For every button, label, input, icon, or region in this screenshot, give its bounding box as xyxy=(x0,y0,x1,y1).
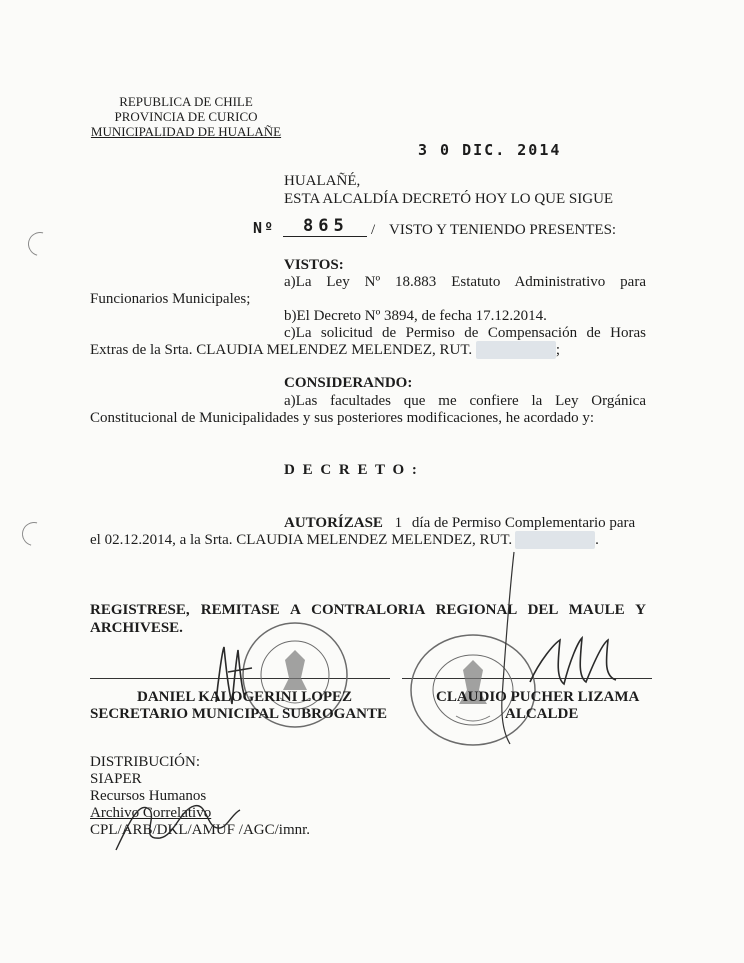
number-slash: / xyxy=(371,222,376,238)
considerando-heading: CONSIDERANDO: xyxy=(284,375,413,391)
intro-line: ESTA ALCALDÍA DECRETÓ HOY LO QUE SIGUE xyxy=(284,191,614,207)
autorizase-line1 xyxy=(284,514,646,532)
visto-text: VISTO Y TENIENDO PRESENTES: xyxy=(389,222,617,238)
registrese-line2: ARCHIVESE. xyxy=(90,620,183,636)
number-label: Nº xyxy=(253,219,276,237)
vistos-c-rut-redacted xyxy=(476,341,556,359)
vistos-a-line2: Funcionarios Municipales; xyxy=(90,291,251,307)
header-block xyxy=(88,94,284,139)
number-value: 865 xyxy=(303,216,349,236)
distribucion-item: CPL/ARB/DKL/AMUF /AGC/imnr. xyxy=(90,822,311,838)
autorizase-end: . xyxy=(595,532,599,548)
vistos-c-end: ; xyxy=(555,342,561,358)
signer-right-title: ALCALDE xyxy=(505,706,579,722)
vistos-a-line1: a)La Ley Nº 18.883 Estatuto Administrativo para xyxy=(284,274,646,290)
autorizase-line1-rest: día de Permiso Complementario para xyxy=(411,515,636,531)
header-republic: REPUBLICA DE CHILE xyxy=(119,94,253,109)
initials-scribble-icon xyxy=(110,780,250,860)
place: HUALAÑÉ, xyxy=(284,173,361,189)
signer-left-name: DANIEL KALOGERINI LOPEZ xyxy=(137,689,353,705)
autorizase-line2: el 02.12.2014, a la Srta. CLAUDIA MELENDEZ MELENDEZ, RUT. xyxy=(90,532,513,548)
distribucion-item: Archivo Correlativo xyxy=(90,805,212,821)
vistos-heading: VISTOS: xyxy=(284,257,344,273)
considerando-a-line2: Constitucional de Municipalidades y sus posteriores modificaciones, he acordado y: xyxy=(90,410,595,426)
distribucion-heading: DISTRIBUCIÓN: xyxy=(90,754,201,770)
distribucion-item: SIAPER xyxy=(90,771,142,787)
signer-right-name: CLAUDIO PUCHER LIZAMA xyxy=(436,689,640,705)
distribucion-item: Recursos Humanos xyxy=(90,788,207,804)
considerando-a-line1: a)Las facultades que me confiere la Ley Orgánica xyxy=(284,393,646,409)
date-stamp: 3 0 DIC. 2014 xyxy=(418,141,562,159)
autorizase-word: AUTORÍZASE xyxy=(284,515,383,531)
punch-hole-middle xyxy=(18,518,51,551)
registrese-line1: REGISTRESE, REMITASE A CONTRALORIA REGIONAL DEL MAULE Y xyxy=(90,602,646,618)
autorizase-line2-wrap xyxy=(90,531,599,549)
autorizase-count: 1 xyxy=(394,515,403,531)
number-underline xyxy=(283,236,367,237)
decreto-heading: D E C R E T O : xyxy=(284,462,419,478)
signer-left-title: SECRETARIO MUNICIPAL SUBROGANTE xyxy=(90,706,387,722)
vistos-c-line2-wrap xyxy=(90,341,560,359)
vistos-b: b)El Decreto Nº 3894, de fecha 17.12.2014. xyxy=(284,308,547,324)
header-municipality: MUNICIPALIDAD DE HUALAÑE xyxy=(90,124,282,139)
vistos-c-line1: c)La solicitud de Permiso de Compensación de Horas xyxy=(284,325,646,341)
autorizase-rut-redacted xyxy=(515,531,595,549)
punch-hole-top xyxy=(24,228,57,261)
decree-number-line xyxy=(253,216,633,240)
vistos-c-line2: Extras de la Srta. CLAUDIA MELENDEZ MELENDEZ, RUT. xyxy=(90,342,473,358)
header-province: PROVINCIA DE CURICO xyxy=(114,109,258,124)
